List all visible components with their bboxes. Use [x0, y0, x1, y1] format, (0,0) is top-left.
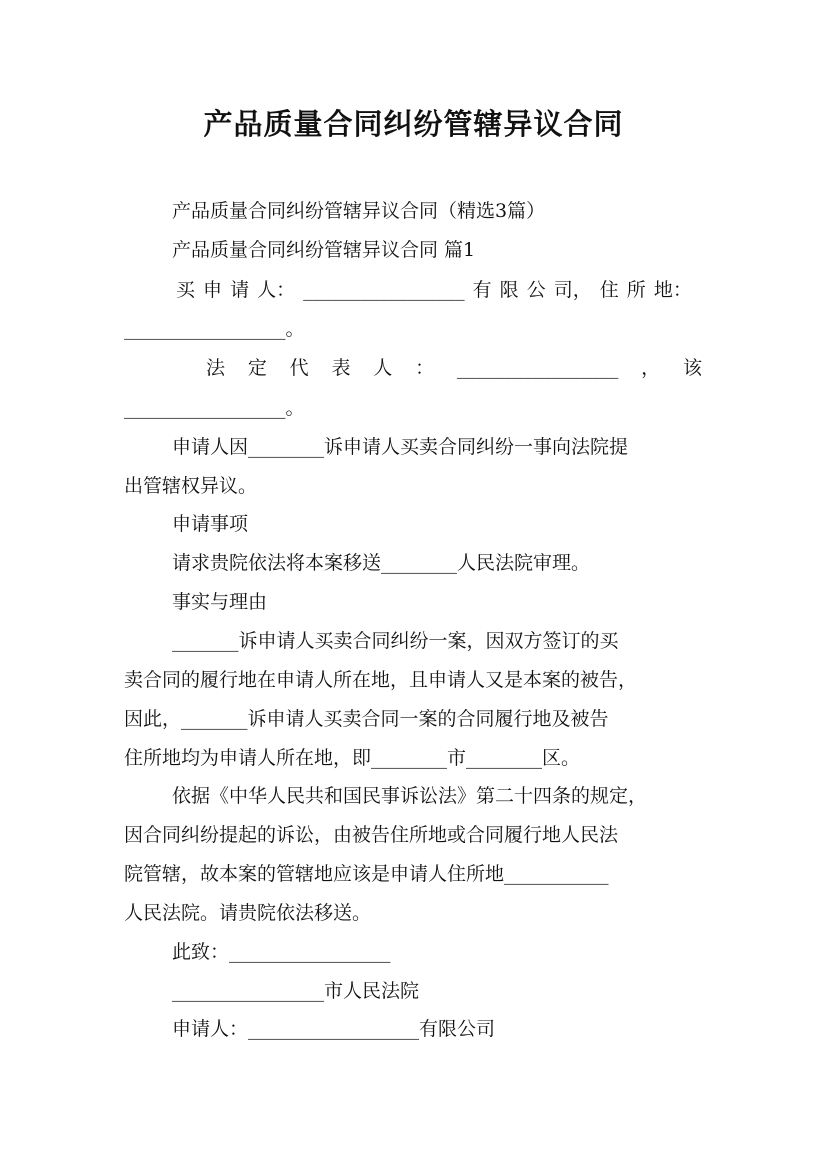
facts-line-4: 住所地均为申请人所在地，即________市________区。 — [124, 747, 581, 769]
law-line-3: 院管辖，故本案的管辖地应该是申请人住所地___________ — [124, 863, 609, 885]
salutation-line: 此致：_________________ — [172, 941, 391, 963]
request-line: 请求贵院依法将本案移送________人民法院审理。 — [172, 552, 591, 574]
matters-heading: 申请事项 — [172, 513, 249, 535]
objection-para-line-1: 申请人因________诉申请人买卖合同纠纷一事向法院提 — [172, 436, 629, 458]
representative-line: 法 定 代 表 人 ： _________________ ， 该 — [206, 357, 702, 379]
representative-line-cont: _________________。 — [124, 397, 305, 419]
buyer-line: 买 申 请 人： _________________ 有 限 公 司， 住 所 地： — [176, 279, 692, 301]
section-heading: 产品质量合同纠纷管辖异议合同 篇1 — [172, 239, 476, 261]
page-title: 产品质量合同纠纷管辖异议合同 — [203, 107, 624, 141]
applicant-line: 申请人：__________________有限公司 — [172, 1018, 496, 1040]
facts-line-1: _______诉申请人买卖合同纠纷一案，因双方签订的买 — [172, 630, 619, 652]
subtitle-line: 产品质量合同纠纷管辖异议合同（精选3篇） — [172, 200, 546, 222]
law-line-1: 依据《中华人民共和国民事诉讼法》第二十四条的规定， — [172, 785, 648, 807]
facts-heading: 事实与理由 — [172, 591, 268, 613]
law-line-2: 因合同纠纷提起的诉讼，由被告住所地或合同履行地人民法 — [124, 824, 619, 846]
law-line-4: 人民法院。请贵院依法移送。 — [124, 902, 372, 924]
facts-line-2: 卖合同的履行地在申请人所在地，且申请人又是本案的被告， — [124, 669, 638, 691]
court-line: ________________市人民法院 — [172, 980, 420, 1002]
buyer-line-cont: _________________。 — [124, 318, 305, 340]
objection-para-line-2: 出管辖权异议。 — [124, 475, 258, 497]
facts-line-3: 因此，_______诉申请人买卖合同一案的合同履行地及被告 — [124, 708, 609, 730]
